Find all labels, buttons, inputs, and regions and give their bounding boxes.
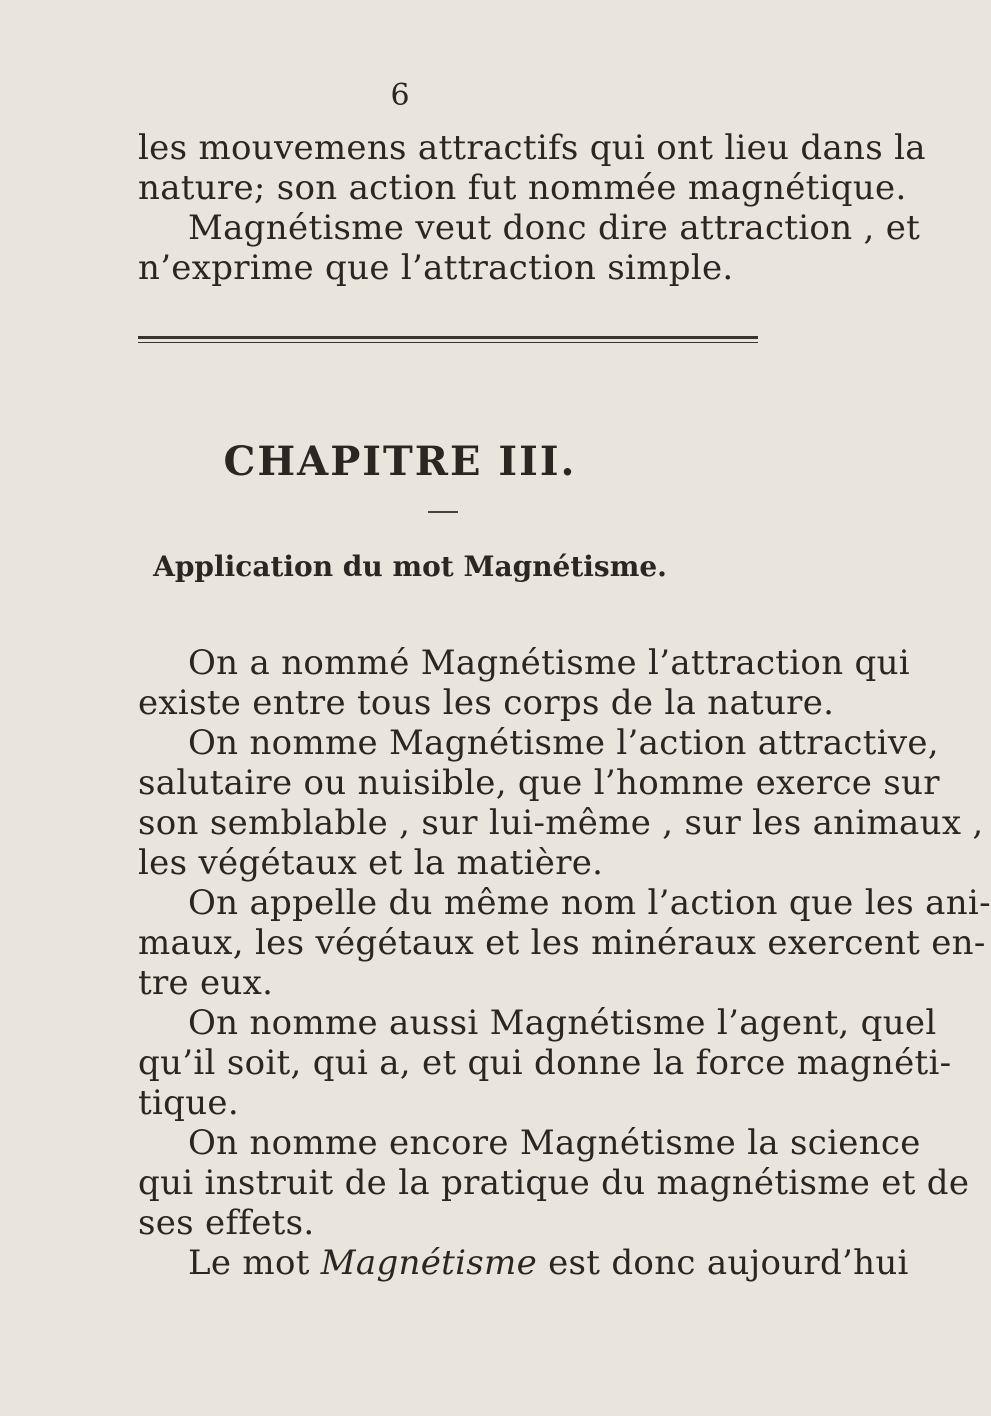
text-line-last bbox=[188, 1243, 909, 1283]
text-line: qui instruit de la pratique du magnétisme et de bbox=[138, 1163, 970, 1203]
section-divider-thin bbox=[138, 342, 758, 343]
text-segment: est donc aujourd’hui bbox=[548, 1243, 909, 1283]
text-segment: Le mot bbox=[188, 1243, 310, 1283]
text-line: nature; son action fut nommée magnétique. bbox=[138, 168, 907, 208]
text-line: maux, les végétaux et les minéraux exercent en- bbox=[138, 923, 986, 963]
text-line: existe entre tous les corps de la nature. bbox=[138, 683, 835, 723]
text-line: On nomme aussi Magnétisme l’agent, quel bbox=[188, 1003, 937, 1043]
chapter-title: CHAPITRE III. bbox=[223, 438, 577, 485]
text-line: On nomme Magnétisme l’action attractive, bbox=[188, 723, 939, 763]
page-number: 6 bbox=[390, 78, 410, 113]
text-line: tique. bbox=[138, 1083, 239, 1123]
text-line: tre eux. bbox=[138, 963, 274, 1003]
text-line: Magnétisme veut donc dire attraction , et bbox=[188, 208, 921, 248]
text-line: les végétaux et la matière. bbox=[138, 843, 604, 883]
text-line: son semblable , sur lui-même , sur les animaux , bbox=[138, 803, 984, 843]
text-line: les mouvemens attractifs qui ont lieu dans la bbox=[138, 128, 926, 168]
text-line: ses effets. bbox=[138, 1203, 315, 1243]
text-line: On appelle du même nom l’action que les ani- bbox=[188, 883, 991, 923]
section-divider bbox=[138, 336, 758, 339]
text-line: salutaire ou nuisible, que l’homme exerce sur bbox=[138, 763, 940, 803]
text-line: On nomme encore Magnétisme la science bbox=[188, 1123, 921, 1163]
text-line: On a nommé Magnétisme l’attraction qui bbox=[188, 643, 910, 683]
title-ornament-dash bbox=[428, 511, 458, 513]
italic-term: Magnétisme bbox=[320, 1243, 538, 1283]
text-line: qu’il soit, qui a, et qui donne la force magnéti- bbox=[138, 1043, 952, 1083]
text-line: n’exprime que l’attraction simple. bbox=[138, 248, 734, 288]
chapter-subtitle: Application du mot Magnétisme. bbox=[153, 550, 667, 583]
